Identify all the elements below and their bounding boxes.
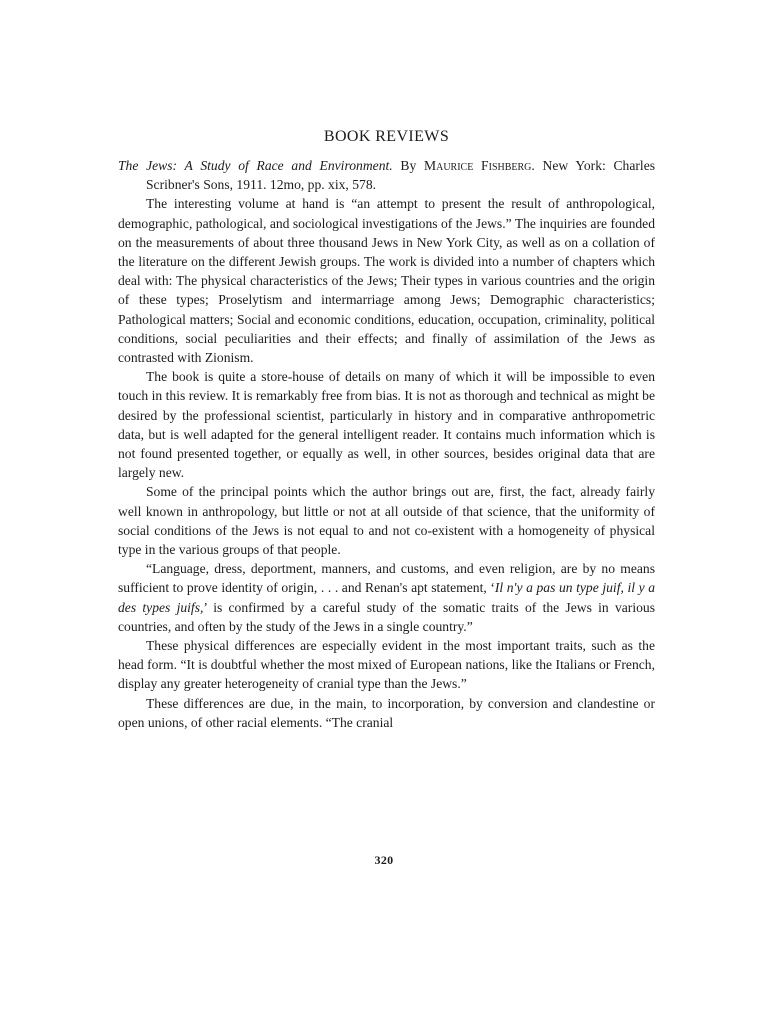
page-number: 320 bbox=[374, 853, 394, 867]
paragraph-1: The interesting volume at hand is “an attempt to present the result of anthropological, demographic, pathological, and sociological investigations of the Jews.” The inquiries are founded on the measurements of about three thousand Jews in New York City, as well as on a collation of the literature on the different Jewish groups. The work is divided into a number of chapters which deal with: The physical characteristics of the Jews; Their types in various countries and the origin of these types; Proselytism and intermarriage among Jews; Demographic characteristics; Pathological matters; Social and economic conditions, education, occupation, criminality, political conditions, social peculiarities and their effects; and finally of assimilation of the Jews as contrasted with Zionism. bbox=[118, 196, 655, 366]
paragraph-6: These differences are due, in the main, to incorporation, by conversion and clandestine or open unions, of other racial elements. “The cranial bbox=[118, 695, 655, 730]
by-label: By bbox=[400, 158, 417, 173]
renan-quote: Il n'y a pas un type juif, il y a des types juifs, bbox=[118, 580, 656, 615]
quote-after: ’ is confirmed by a careful study of the somatic traits of the Jews in various countries, and often by the study of the Jews in a single country.” bbox=[118, 599, 655, 634]
book-title: The Jews: A Study of Race and Environment. bbox=[118, 158, 393, 173]
book-citation bbox=[118, 156, 655, 194]
running-header: BOOK REVIEWS bbox=[323, 128, 450, 145]
quote-paragraph bbox=[118, 559, 655, 636]
paragraph-2: The book is quite a store-house of details on many of which it will be impossible to even touch in this review. It is remarkably free from bias. It is not as thorough and technical as might be desired by the professional scientist, particularly in history and in comparative anthropometric data, but is well adapted for the general intelligent reader. It contains much information which is not found presented together, or equally as well, in other sources, besides original data that are largely new. bbox=[118, 369, 655, 481]
review-page bbox=[118, 128, 655, 732]
paragraph-5: These physical differences are especially evident in the most important traits, such as the head form. “It is doubtful whether the most mixed of European nations, like the Italians or French, display any greater heterogeneity of cranial type than the Jews.” bbox=[118, 638, 655, 692]
publisher-info: New York: Charles Scribner's Sons, 1911. 12mo, pp. xix, 578. bbox=[146, 158, 656, 193]
paragraph-3: Some of the principal points which the author brings out are, first, the fact, already fairly well known in anthropology, but little or not at all outside of that science, that the uniformity of social conditions of the Jews is not equal to and not co-existent with a homogeneity of physical type in the various groups of that people. bbox=[118, 484, 655, 558]
book-author: Maurice Fishberg. bbox=[424, 158, 535, 173]
quote-before: “Language, dress, deportment, manners, and customs, and even religion, are by no means sufficient to prove identity of origin, . . . and Renan's apt statement, ‘ bbox=[118, 561, 655, 596]
